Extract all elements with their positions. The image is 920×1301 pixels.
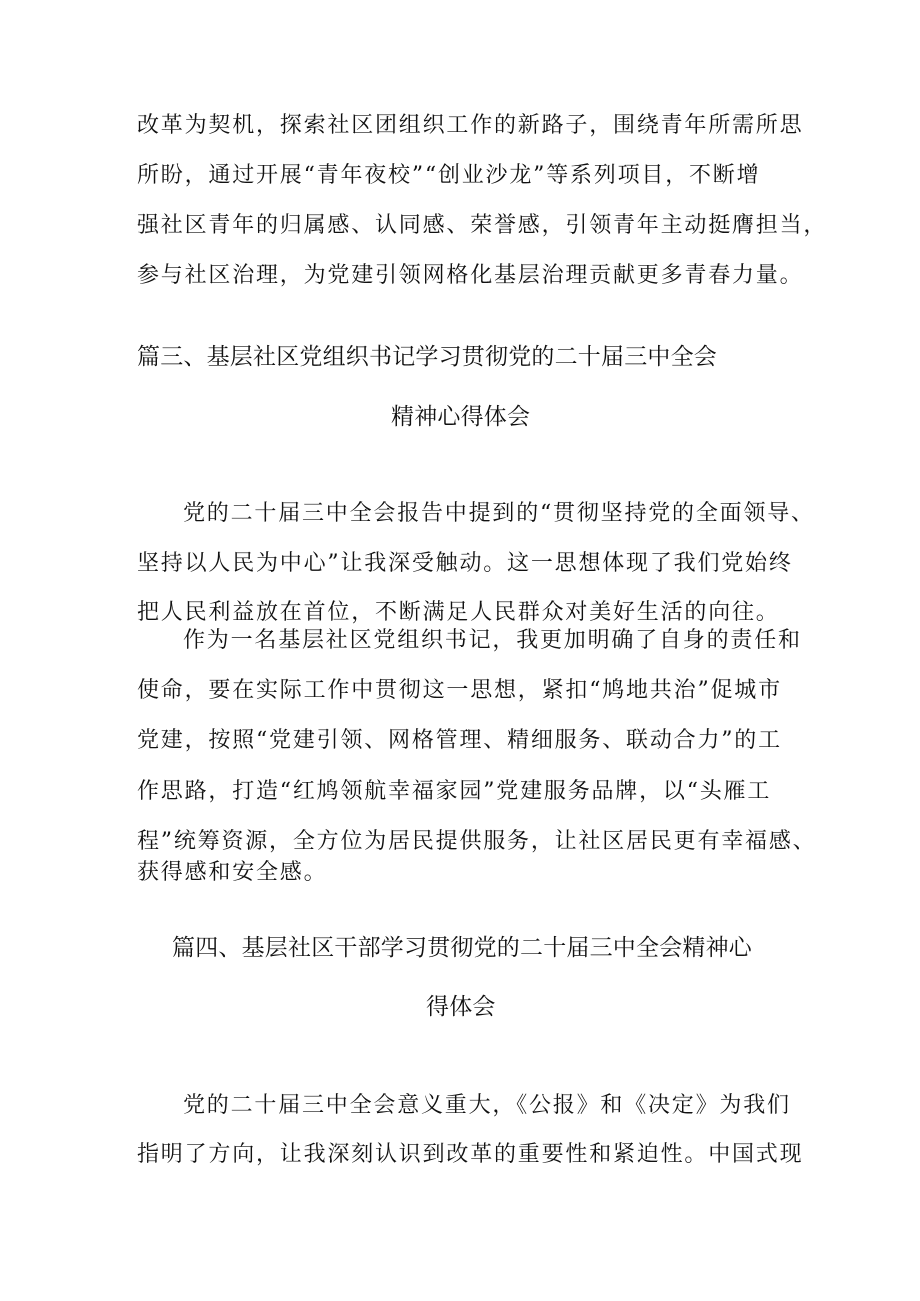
section-3-title-line-1: 篇三、基层社区党组织书记学习贯彻党的二十届三中全会 — [137, 344, 717, 370]
paragraph-line: 指明了方向，让我深刻认识到改革的重要性和紧迫性。中国式现 — [137, 1142, 804, 1167]
paragraph-line: 所盼，通过开展“青年夜校”“创业沙龙”等系列项目，不断增 — [137, 163, 761, 188]
paragraph-line: 参与社区治理，为党建引领网格化基层治理贡献更多青春力量。 — [137, 263, 804, 288]
paragraph-line: 党的二十届三中全会意义重大，《公报》和《决定》为我们 — [183, 1093, 791, 1118]
paragraph-line: 作为一名基层社区党组织书记，我更加明确了自身的责任和 — [183, 628, 802, 653]
paragraph-line: 党建，按照“党建引领、网格管理、精细服务、联动合力”的工 — [137, 728, 782, 753]
paragraph-line: 坚持以人民为中心”让我深受触动。这一思想体现了我们党始终 — [137, 551, 793, 576]
paragraph-line: 改革为契机，探索社区团组织工作的新路子，围绕青年所需所思 — [137, 113, 804, 138]
paragraph-line: 获得感和安全感。 — [137, 860, 328, 885]
paragraph-line: 强社区青年的归属感、认同感、荣誉感，引领青年主动挺膺担当， — [137, 213, 828, 238]
section-4-title-line-2: 得体会 — [426, 994, 496, 1020]
paragraph-line: 党的二十届三中全会报告中提到的“贯彻坚持党的全面领导、 — [183, 501, 815, 526]
section-4-title-line-1: 篇四、基层社区干部学习贯彻党的二十届三中全会精神心 — [172, 935, 752, 961]
paragraph-line: 程”统筹资源，全方位为居民提供服务，让社区居民更有幸福感、 — [137, 829, 817, 854]
paragraph-line: 使命，要在实际工作中贯彻这一思想，紧扣“鸠地共治”促城市 — [137, 678, 782, 703]
paragraph-line: 把人民利益放在首位，不断满足人民群众对美好生活的向往。 — [137, 600, 780, 625]
section-3-title-line-2: 精神心得体会 — [391, 404, 531, 430]
paragraph-line: 作思路，打造“红鸠领航幸福家园”党建服务品牌，以“头雁工 — [137, 779, 772, 804]
